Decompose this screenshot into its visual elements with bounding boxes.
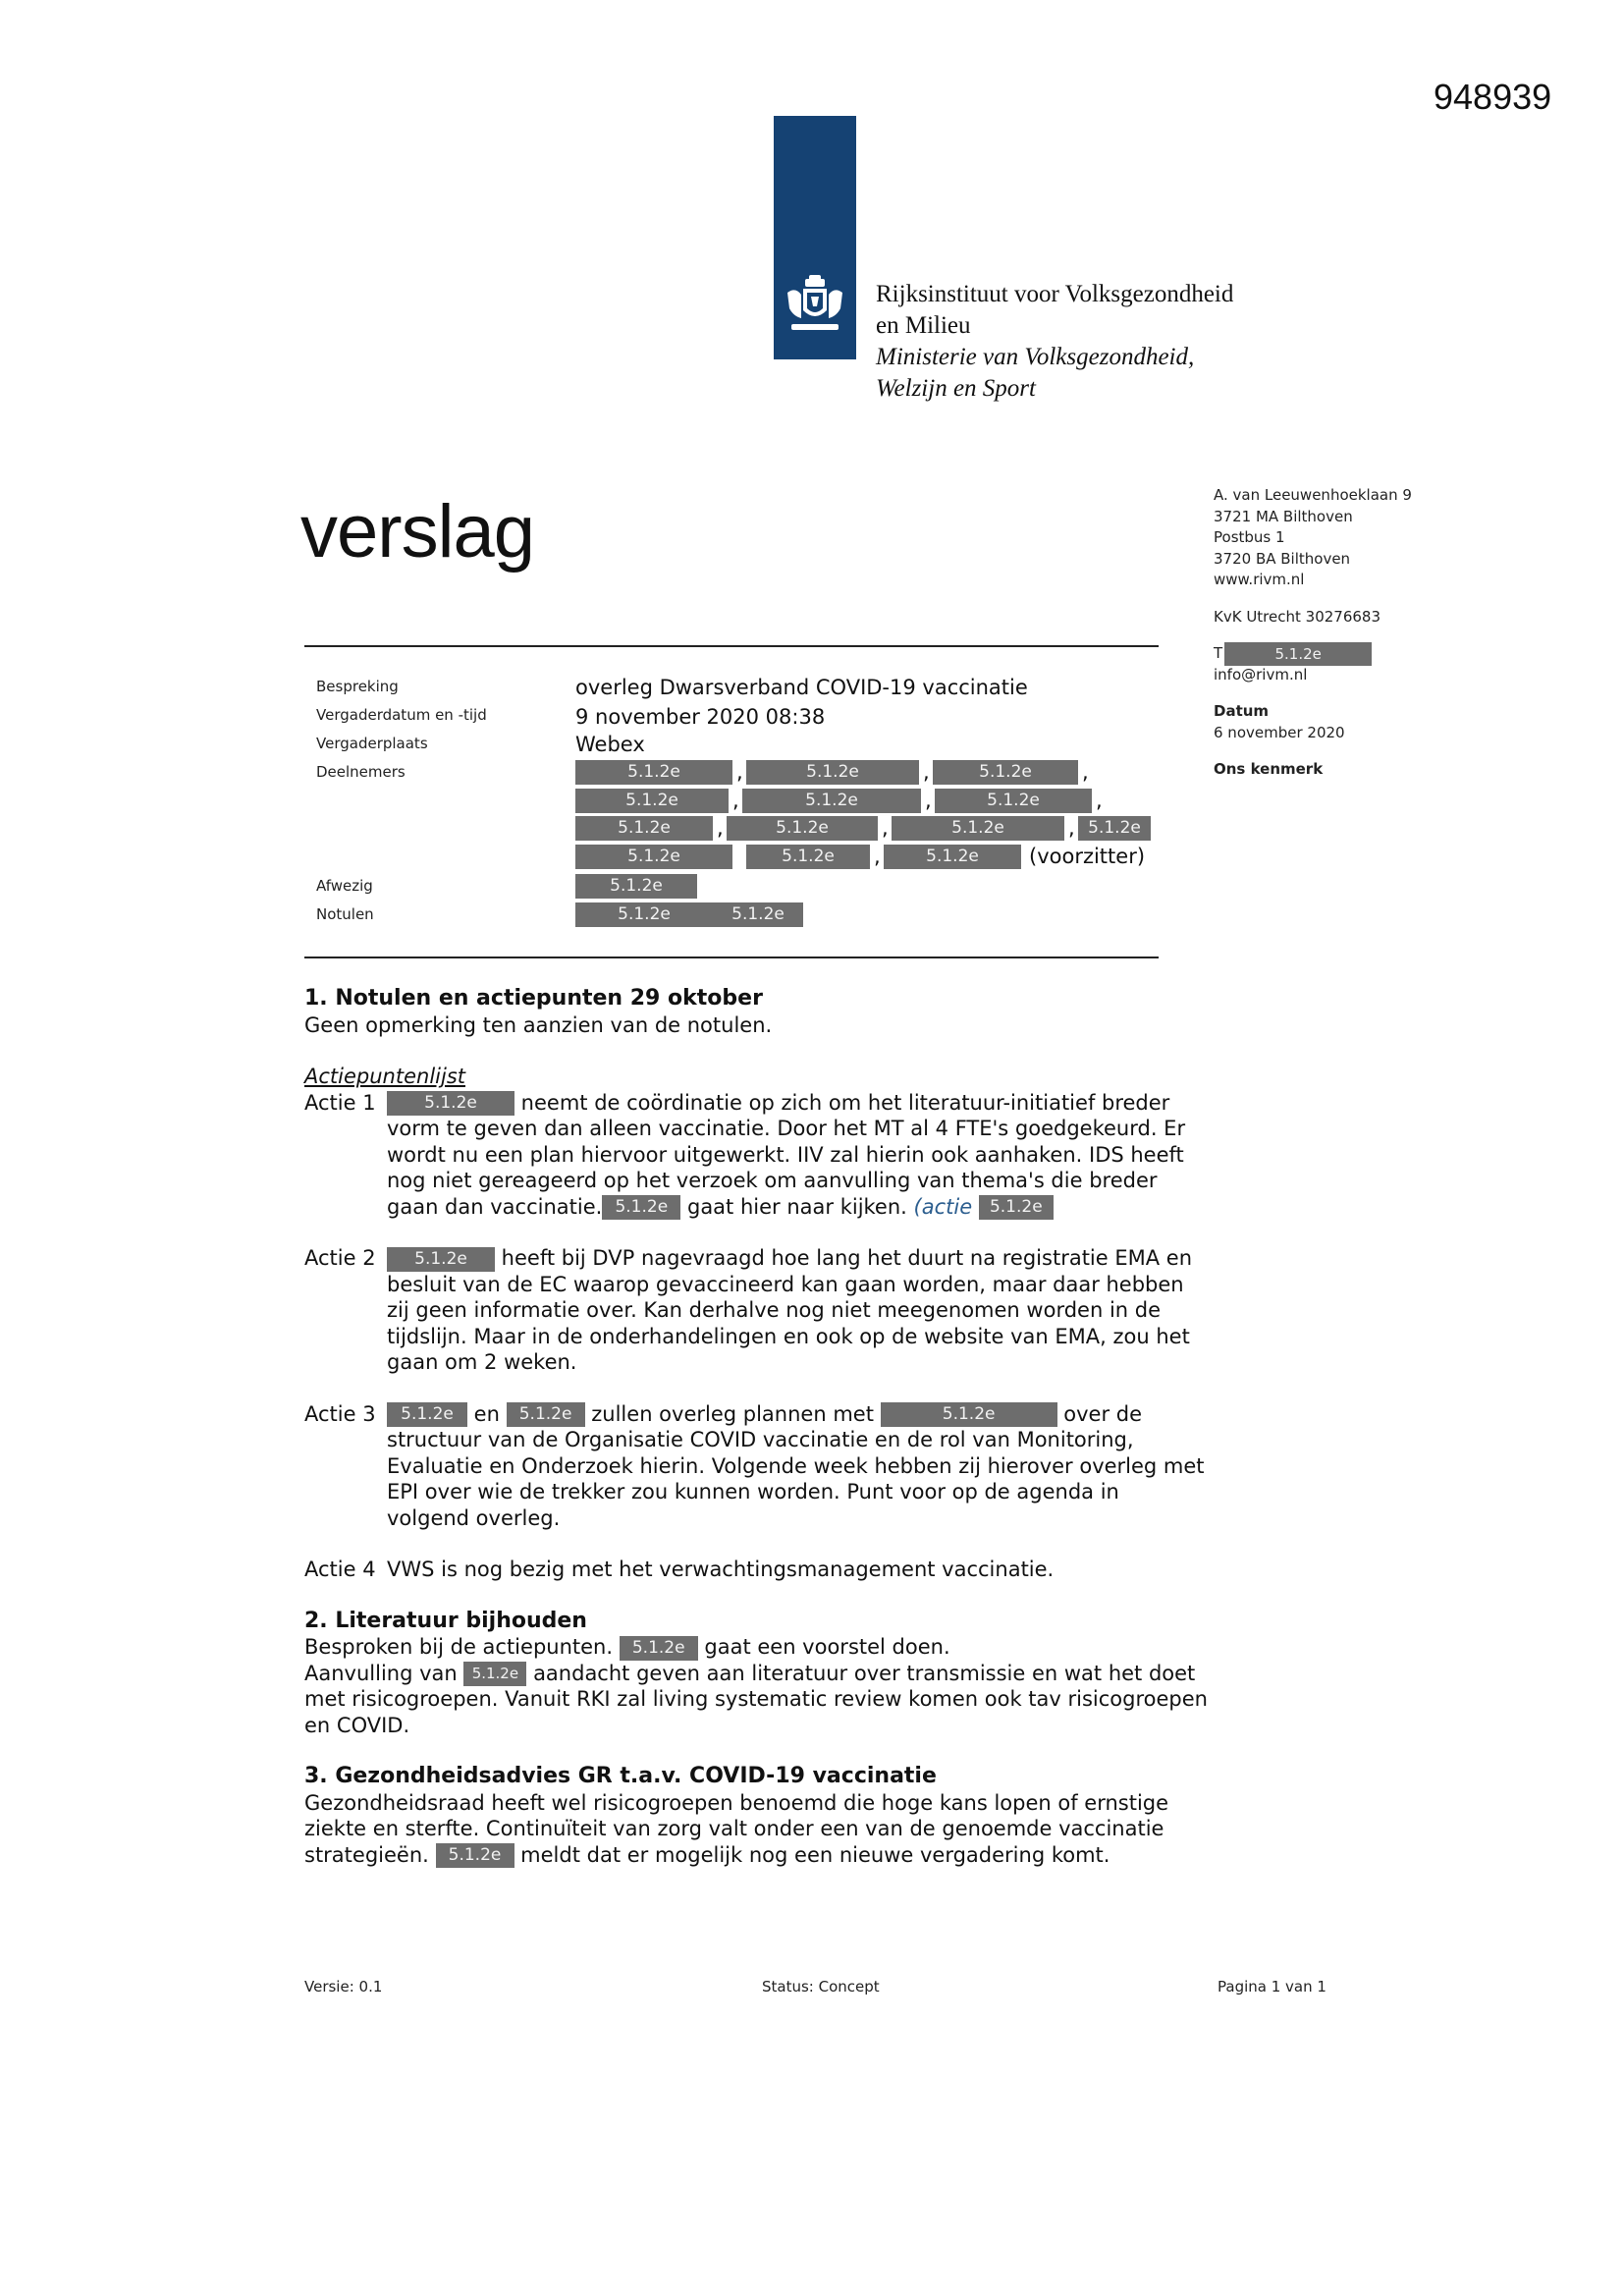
redacted-name: 5.1.2e (979, 1195, 1054, 1220)
separator-comma: , (736, 760, 743, 784)
action-3-text-part-1: zullen overleg plannen met (584, 1401, 881, 1426)
action-3-text-part-2: over de structuur van de Organisatie COVID vaccinatie en de rol van Monitoring, Evaluatie en Onderzoek hierin. Volgende week hebben zij hierover overleg met EPI over wie de trekker zou kunnen worden. Punt voor op de agenda in volgend overleg. (387, 1401, 1205, 1530)
address-email[interactable]: info@rivm.nl (1214, 665, 1308, 683)
org-line-1: Rijksinstituut voor Volksgezondheid (876, 281, 1234, 307)
redacted-participant: 5.1.2e (575, 816, 713, 841)
footer-status: Status: Concept (762, 1978, 880, 1995)
redacted-participant: 5.1.2e (884, 845, 1021, 869)
action-4-text: VWS is nog bezig met het verwachtingsmanagement vaccinatie. (387, 1558, 1055, 1581)
rijksoverheid-logo-bar (774, 116, 856, 359)
section-2-text-2: gaat een voorstel doen. (697, 1635, 950, 1659)
label-deelnemers: Deelnemers (316, 763, 406, 781)
action-item-1 (304, 1090, 1208, 1221)
section-3-paragraph (304, 1790, 1208, 1869)
kenmerk-label: Ons kenmerk (1214, 760, 1324, 778)
section-2-paragraph-2 (304, 1661, 1208, 1739)
redacted-participant: 5.1.2e (727, 816, 878, 841)
section-2-title: 2. Literatuur bijhouden (304, 1608, 587, 1633)
organization-name (876, 279, 1233, 405)
label-bespreking: Bespreking (316, 678, 399, 695)
label-notulen: Notulen (316, 905, 374, 923)
action-3-and: en (467, 1401, 507, 1426)
coat-of-arms-icon (782, 273, 848, 340)
redacted-participant: 5.1.2e (933, 760, 1078, 785)
footer-version: Versie: 0.1 (304, 1978, 383, 1995)
action-item-4 (304, 1557, 1208, 1583)
redacted-phone: 5.1.2e (1224, 642, 1372, 666)
separator-comma: , (882, 816, 889, 840)
redacted-name: 5.1.2e (463, 1662, 526, 1686)
datum-label: Datum (1214, 702, 1270, 720)
redacted-name: 5.1.2e (507, 1402, 585, 1427)
redacted-participant: 5.1.2e (935, 789, 1092, 813)
org-line-3: Ministerie van Volksgezondheid, (876, 344, 1195, 370)
redacted-name: 5.1.2e (387, 1091, 514, 1116)
redacted-absent: 5.1.2e (575, 874, 697, 899)
action-item-2 (304, 1245, 1208, 1376)
action-2-label: Actie 2 (304, 1246, 376, 1270)
action-1-label: Actie 1 (304, 1090, 376, 1115)
value-vergaderplaats: Webex (575, 733, 645, 756)
separator-comma: , (923, 760, 930, 784)
redacted-participant: 5.1.2e (575, 760, 732, 785)
address-zip-city: 3721 MA Bilthoven (1214, 507, 1353, 525)
document-body (304, 986, 1208, 1868)
address-tel (1214, 643, 1412, 665)
voorzitter-label: (voorzitter) (1029, 845, 1146, 868)
redacted-participant: 5.1.2e (746, 845, 870, 869)
separator-comma: , (717, 816, 724, 840)
participants-row-4 (575, 843, 1145, 870)
tel-label: T (1214, 644, 1223, 662)
section-1-text: Geen opmerking ten aanzien van de notulen. (304, 1012, 773, 1037)
participants-row-2 (575, 787, 1106, 814)
label-vergaderdatum: Vergaderdatum en -tijd (316, 706, 487, 724)
document-number: 948939 (1434, 77, 1552, 117)
separator-comma: , (925, 789, 932, 812)
address-block (1214, 485, 1412, 781)
document-title: verslag (300, 490, 534, 574)
redacted-participant: 5.1.2e (892, 816, 1064, 841)
action-1-text (387, 1090, 1208, 1221)
redacted-name: 5.1.2e (387, 1247, 495, 1272)
action-4-label: Actie 4 (304, 1558, 376, 1581)
divider-top (304, 645, 1159, 647)
address-postbus-city: 3720 BA Bilthoven (1214, 549, 1351, 568)
section-2-paragraph-1 (304, 1634, 1208, 1661)
datum-value: 6 november 2020 (1214, 723, 1345, 741)
divider-bottom (304, 957, 1159, 958)
redacted-name: 5.1.2e (602, 1195, 680, 1220)
action-1-text-part-2: gaat hier naar kijken. (680, 1194, 914, 1219)
action-3-text (387, 1401, 1208, 1532)
footer-page: Pagina 1 van 1 (1218, 1978, 1326, 1995)
redacted-name: 5.1.2e (387, 1402, 467, 1427)
value-bespreking: overleg Dwarsverband COVID-19 vaccinatie (575, 676, 1028, 699)
section-3-title: 3. Gezondheidsadvies GR t.a.v. COVID-19 vaccinatie (304, 1764, 937, 1788)
org-line-4: Welzijn en Sport (876, 375, 1036, 402)
address-web[interactable]: www.rivm.nl (1214, 571, 1305, 588)
section-2-text-3: Aanvulling van (304, 1661, 464, 1685)
participants-row-3 (575, 814, 1155, 842)
action-item-3 (304, 1401, 1208, 1532)
redacted-name: 5.1.2e (881, 1402, 1057, 1427)
section-2-text-1: Besproken bij de actiepunten. (304, 1635, 620, 1659)
redacted-minutes-taker: 5.1.2e (575, 902, 713, 927)
redacted-participant: 5.1.2e (746, 760, 919, 785)
section-2-text-4: aandacht geven aan literatuur over transmissie en wat het doet met risicogroepen. Vanuit RKI zal living systematic review komen ook tav risicogroepen en COVID. (304, 1661, 1208, 1737)
value-vergaderdatum: 9 november 2020 08:38 (575, 705, 826, 729)
absent-row (575, 872, 701, 900)
redacted-name: 5.1.2e (620, 1636, 698, 1661)
address-street: A. van Leeuwenhoeklaan 9 (1214, 486, 1412, 504)
actiepuntenlijst-heading: Actiepuntenlijst (304, 1065, 465, 1088)
action-1-text-part-1: neemt de coördinatie op zich om het literatuur-initiatief breder vorm te geven dan alleen vaccinatie. Door het MT al 4 FTE's goedgekeurd. Er wordt nu een plan hiervoor uitgewerkt. IIV zal hierin ook aanhaken. IDS heeft nog niet gereageerd op het verzoek om aanvulling van thema's die breder gaan dan vaccinatie. (387, 1090, 1186, 1219)
section-1-title: 1. Notulen en actiepunten 29 oktober (304, 986, 763, 1011)
address-kvk: KvK Utrecht 30276683 (1214, 607, 1380, 626)
separator-comma: , (1068, 816, 1075, 840)
separator-comma: , (1082, 760, 1089, 784)
minutes-taker-row (575, 901, 807, 928)
redacted-minutes-taker: 5.1.2e (713, 902, 803, 927)
redacted-participant: 5.1.2e (742, 789, 921, 813)
address-postbus: Postbus 1 (1214, 528, 1285, 546)
action-2-text-part-1: heeft bij DVP nagevraagd hoe lang het duurt na registratie EMA en besluit van de EC waarop gevaccineerd kan gaan worden, maar daar hebben zij geen informatie over. Kan derhalve nog niet meegenomen worden in de tijdslijn. Maar in de onderhandelingen en ook op de website van EMA, zou het gaan om 2 weken. (387, 1246, 1193, 1374)
action-1-assignee-label: (actie (913, 1194, 979, 1219)
action-2-text (387, 1245, 1208, 1376)
redacted-name: 5.1.2e (436, 1843, 514, 1868)
separator-comma: , (874, 845, 881, 868)
separator-comma: , (732, 789, 739, 812)
redacted-participant: 5.1.2e (575, 789, 729, 813)
action-3-label: Actie 3 (304, 1401, 376, 1426)
org-line-2: en Milieu (876, 312, 971, 339)
participants-row-1 (575, 758, 1092, 786)
separator-comma: , (1096, 789, 1103, 812)
redacted-participant: 5.1.2e (575, 845, 732, 869)
section-3-text-2: meldt dat er mogelijk nog een nieuwe vergadering komt. (514, 1842, 1110, 1867)
section-3-text-1: Gezondheidsraad heeft wel risicogroepen benoemd die hoge kans lopen of ernstige ziekte en sterfte. Continuïteit van zorg valt onder een van de genoemde vaccinatie strategieën. (304, 1790, 1169, 1867)
redacted-participant: 5.1.2e (1078, 816, 1151, 841)
label-afwezig: Afwezig (316, 877, 373, 895)
label-vergaderplaats: Vergaderplaats (316, 735, 428, 752)
